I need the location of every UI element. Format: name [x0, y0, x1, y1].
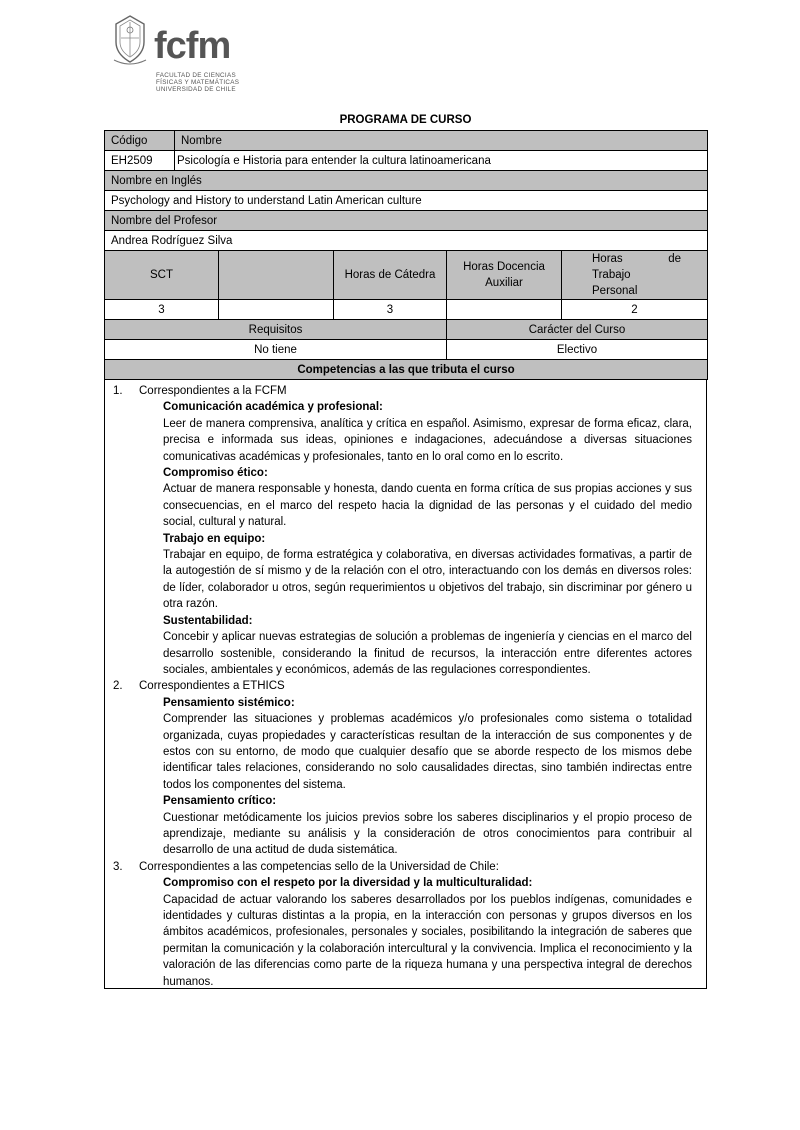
competencia-item: [113, 531, 692, 613]
sct-header: SCT: [105, 251, 219, 300]
fcfm-wordmark: fcfm: [154, 25, 231, 67]
code-label: Código: [105, 131, 175, 151]
competencia-text: Concebir y aplicar nuevas estrategias de solución a problemas de ingeniería y ciencias en el marco del desarrollo sostenible, considerando la finitud de recursos, la interacción entre diferentes actores sociales, ambientales y económicos, además de las regulaciones correspondientes.: [163, 631, 692, 676]
requisitos-value: No tiene: [105, 340, 447, 360]
competencias-header: Competencias a las que tributa el curso: [105, 360, 708, 380]
competencia-item: [113, 399, 692, 465]
competencia-heading: Pensamiento sistémico:: [163, 696, 295, 709]
competencia-section: [113, 678, 692, 694]
competencia-section: [113, 383, 692, 399]
name-label: Nombre: [175, 131, 708, 151]
course-code: EH2509: [105, 151, 175, 171]
competencia-text: Capacidad de actuar valorando los saberes desarrollados por los pueblos indígenas, comunidades e identidades y culturas distintas a la propia, en la interacción con personas y grupos diversos en los ámbitos académicos, profesionales, personales y sociales, posibilitando la integración de saberes que permitan la comunicación y la colaboración intercultural y la convivencia. Implica el reconocimiento y la valoración de las diferencias como parte de la riqueza humana y una perspectiva integral de derechos humanos.: [163, 893, 692, 988]
competencia-item: [113, 793, 692, 859]
university-seal-icon: [110, 14, 150, 66]
english-name-label: Nombre en Inglés: [105, 171, 708, 191]
course-info-table: [104, 130, 708, 380]
university-logo: [110, 14, 270, 98]
logo-subtitle-line: FÍSICAS Y MATEMÁTICAS: [156, 79, 240, 86]
competencia-heading: Comunicación académica y profesional:: [163, 401, 383, 414]
competencia-item: [113, 875, 692, 990]
sct-value: 3: [105, 300, 219, 320]
competencia-text: Leer de manera comprensiva, analítica y crítica en español. Asimismo, expresar de forma eficaz, clara, precisa e informada sus ideas, opiniones e indagaciones, adecuándose a diversas situaciones comunicativas académicas y profesionales, tanto en lo oral como en lo escrito.: [163, 417, 692, 463]
section-title: Correspondientes a la FCFM: [139, 385, 287, 397]
blank-header: [219, 251, 334, 300]
professor-name: Andrea Rodríguez Silva: [105, 231, 708, 251]
catedra-header: Horas de Cátedra: [334, 251, 447, 300]
requisitos-label: Requisitos: [105, 320, 447, 340]
competencia-text: Trabajar en equipo, de forma estratégica y colaborativa, en diversas actividades formativas, a partir de la autogestión de sí mismo y de la relación con el otro, interactuando con los demás en diversos roles: de líder, colaborador u otros, según requerimientos u objetivos del trabajo, sin discriminar por género u otra razón.: [163, 549, 692, 611]
professor-label: Nombre del Profesor: [105, 211, 708, 231]
competencia-section: [113, 859, 692, 875]
english-name: Psychology and History to understand Latin American culture: [105, 191, 708, 211]
auxiliar-value: [447, 300, 562, 320]
caracter-value: Electivo: [447, 340, 708, 360]
caracter-label: Carácter del Curso: [447, 320, 708, 340]
course-name: Psicología e Historia para entender la cultura latinoamericana: [175, 151, 708, 171]
competencia-item: [113, 695, 692, 793]
section-title: Correspondientes a las competencias sello de la Universidad de Chile:: [139, 860, 499, 873]
competencias-box: [104, 380, 707, 989]
page-title: PROGRAMA DE CURSO: [339, 114, 472, 126]
catedra-value: 3: [334, 300, 447, 320]
personal-header: Horas de Trabajo Personal: [562, 251, 708, 300]
section-number: 3.: [113, 860, 123, 873]
competencia-heading: Compromiso ético:: [163, 467, 268, 480]
competencia-item: [113, 465, 692, 531]
competencia-text: Cuestionar metódicamente los juicios previos sobre los saberes disciplinarios y el propio proceso de aprendizaje, mediante su análisis y la consideración de otros conocimientos para contribuir al desarrollo de una actitud de duda sistemática.: [163, 811, 692, 857]
competencia-heading: Compromiso con el respeto por la diversidad y la multiculturalidad:: [163, 877, 533, 890]
competencia-text: Comprender las situaciones y problemas académicos y/o profesionales como sistema o totalidad organizada, cuyas propiedades y características resultan de la interacción de sus componentes y de estos con su entorno, de modo que cualquier desafío que se aborde respecto de los mismos debe identificar tales relaciones, considerando no solo causalidades directas, sino también indirectas entre todos los componentes del sistema.: [163, 713, 692, 791]
blank-value: [219, 300, 334, 320]
logo-subtitle-line: FACULTAD DE CIENCIAS: [156, 72, 236, 79]
competencia-heading: Pensamiento crítico:: [163, 795, 277, 808]
competencia-heading: Sustentabilidad:: [163, 614, 253, 627]
section-title: Correspondientes a ETHICS: [139, 680, 285, 693]
auxiliar-header: Horas Docencia Auxiliar: [447, 251, 562, 300]
competencia-item: [113, 613, 692, 679]
personal-value: 2: [562, 300, 708, 320]
section-number: 2.: [113, 680, 123, 693]
logo-subtitle-line: UNIVERSIDAD DE CHILE: [156, 86, 236, 93]
competencia-heading: Trabajo en equipo:: [163, 532, 266, 545]
section-number: 1.: [113, 385, 123, 397]
competencia-text: Actuar de manera responsable y honesta, dando cuenta en forma crítica de sus propias acciones y sus consecuencias, en el marco del respeto hacia la dignidad de las personas y el cuidado del medio social, cultural y natural.: [163, 483, 692, 529]
